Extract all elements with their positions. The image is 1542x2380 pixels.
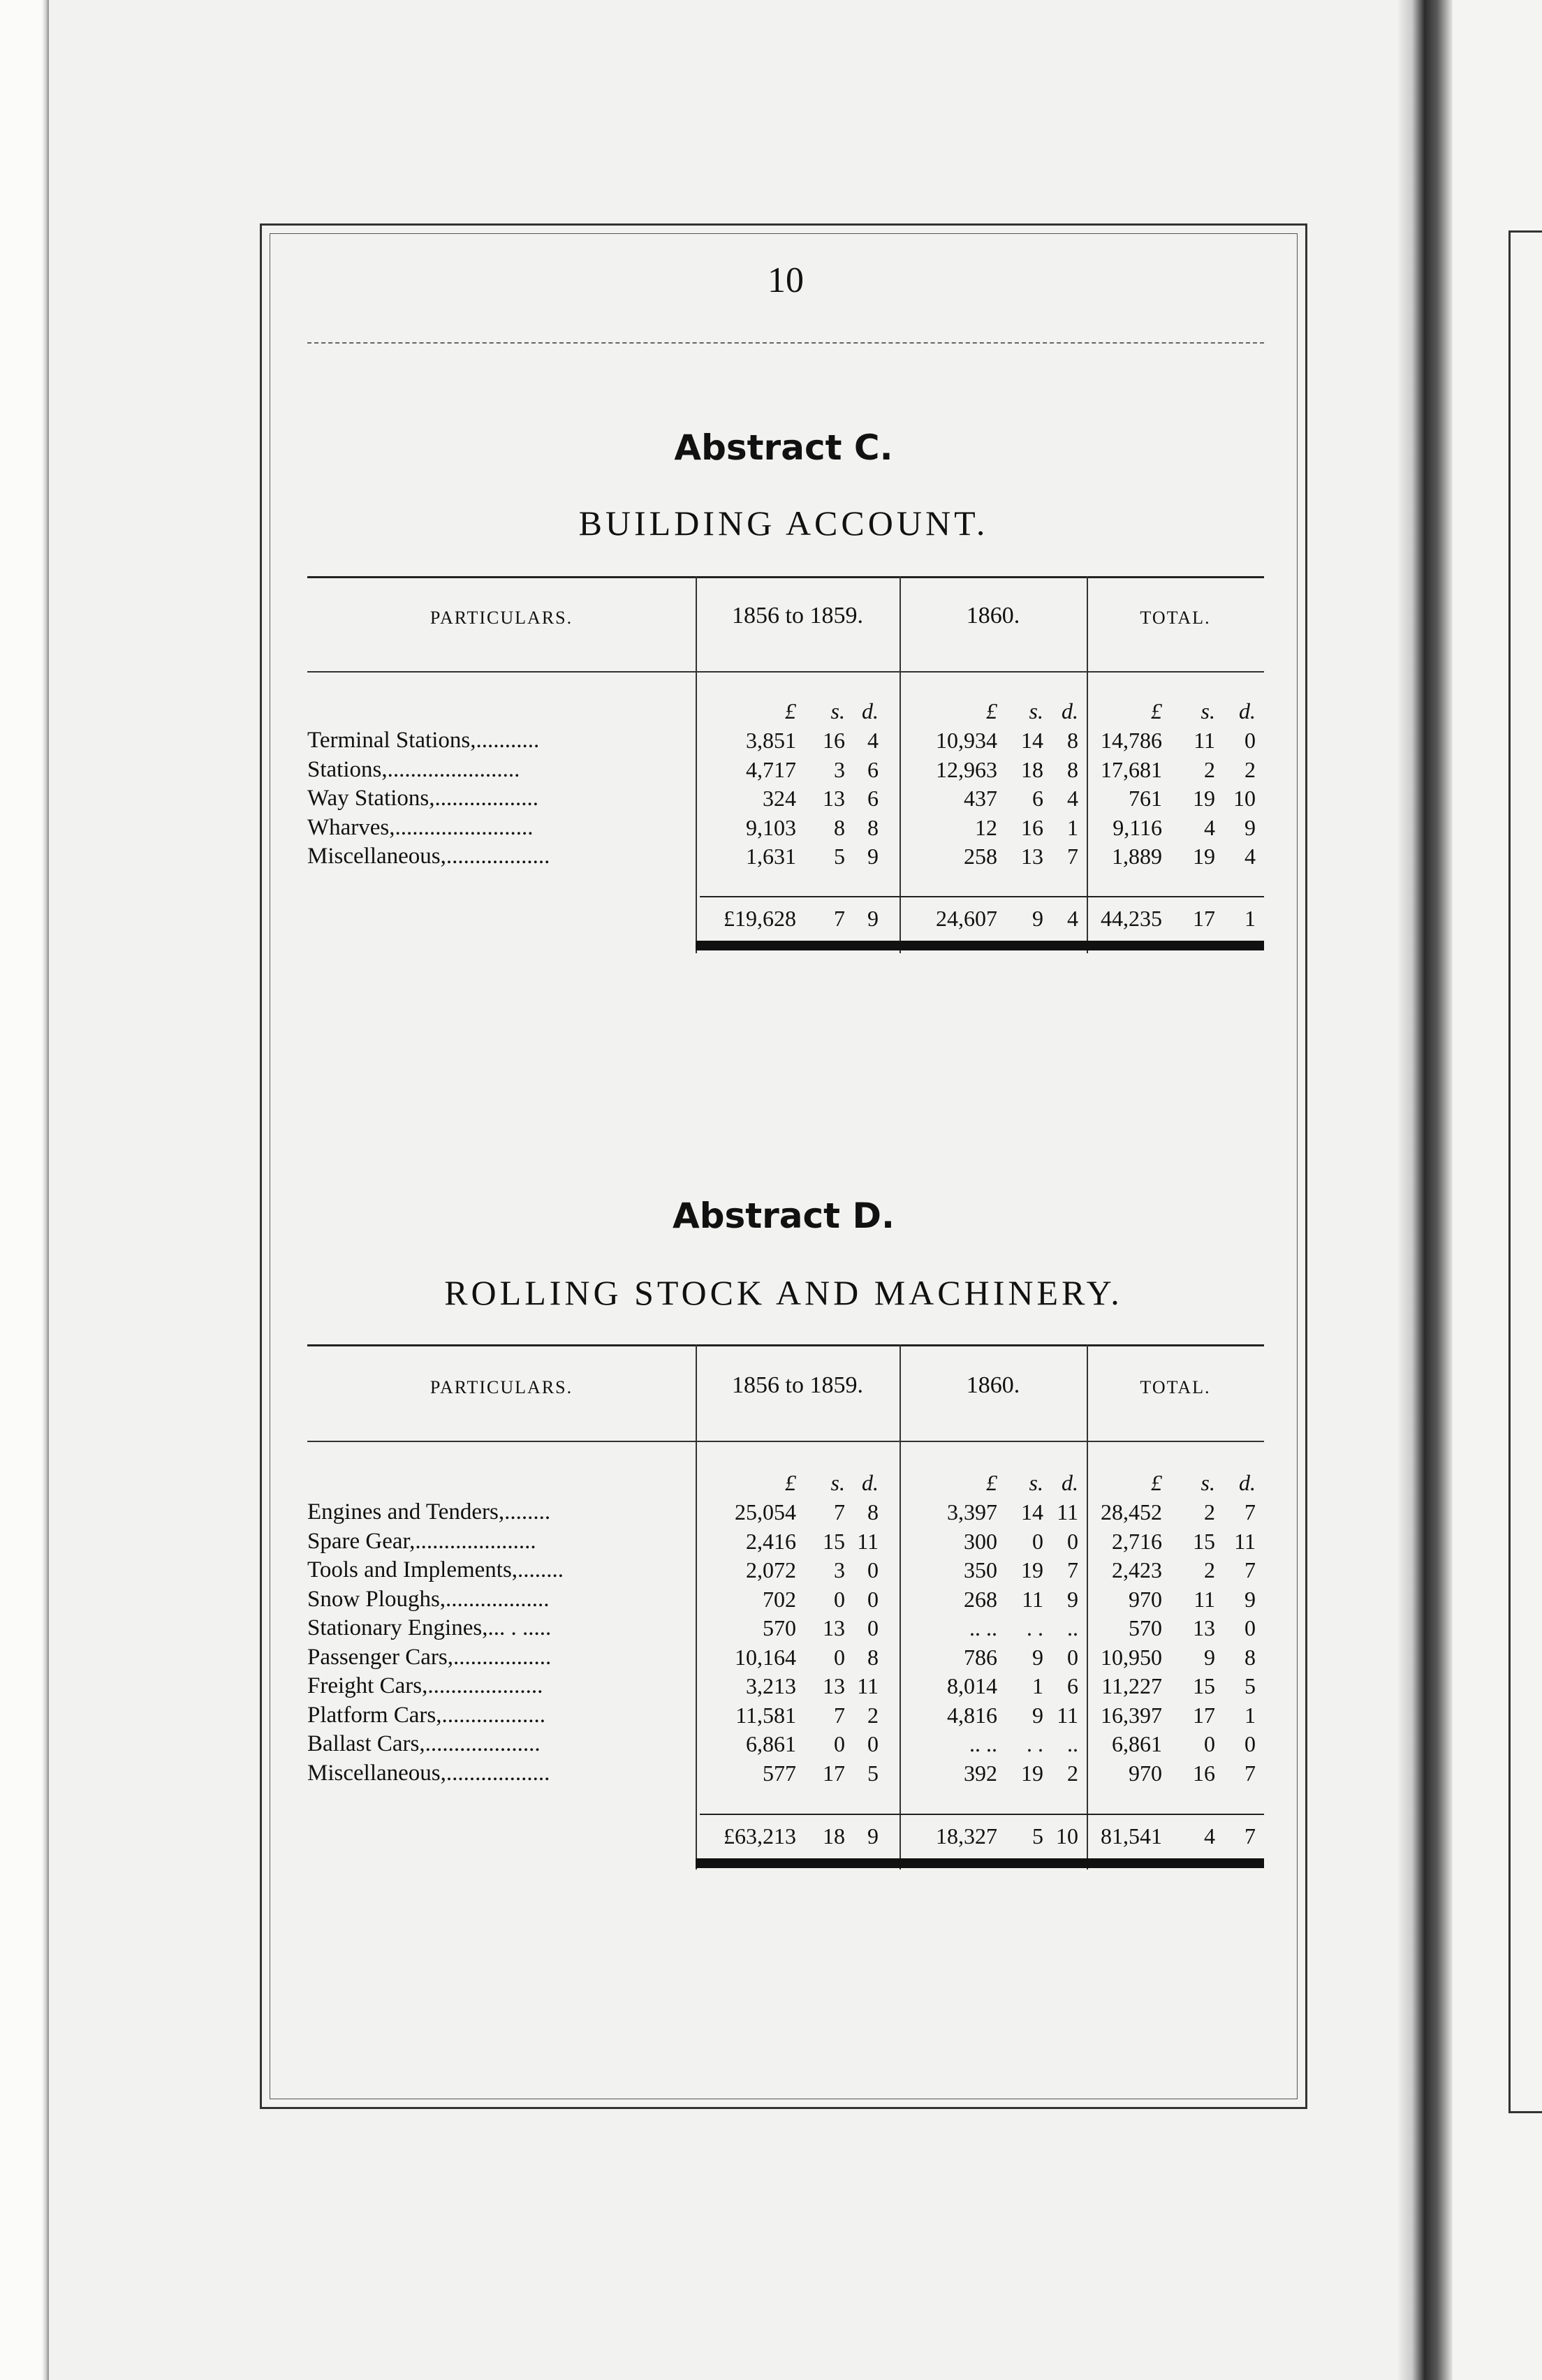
amount-pounds: 10,950 xyxy=(1101,1644,1162,1670)
row-label: Miscellaneous,.................. xyxy=(307,1760,550,1786)
amount-pounds: .. .. xyxy=(969,1731,997,1756)
amount-pence: 6 xyxy=(867,786,879,811)
amount-pounds: 437 xyxy=(964,786,997,811)
amount-pounds: 570 xyxy=(763,1615,796,1640)
amount-pounds: 9,103 xyxy=(746,814,796,840)
amount-pounds: 17,681 xyxy=(1101,756,1162,782)
amount-pence: 4 xyxy=(1244,844,1256,869)
row-label: Tools and Implements,........ xyxy=(307,1557,564,1582)
amount-shillings: . . xyxy=(1027,1615,1043,1640)
row-label: Stationary Engines,... . ..... xyxy=(307,1615,552,1640)
table-top-rule xyxy=(307,1344,1264,1346)
unit-shillings: s. xyxy=(1200,1470,1215,1495)
header-1860: 1860. xyxy=(966,1372,1020,1398)
row-label: Snow Ploughs,.................. xyxy=(307,1586,550,1612)
amount-shillings: 17 xyxy=(1193,1702,1215,1728)
amount-pounds: 8,014 xyxy=(947,1673,997,1698)
amount-shillings: 14 xyxy=(1021,1499,1043,1525)
row-label: Engines and Tenders,........ xyxy=(307,1499,551,1525)
amount-pence: 9 xyxy=(867,844,879,869)
amount-shillings: 2 xyxy=(1204,756,1215,782)
abstract-d-title: Abstract D. xyxy=(673,1196,895,1236)
amount-shillings: 19 xyxy=(1193,844,1215,869)
total-shillings: 4 xyxy=(1204,1823,1215,1849)
amount-shillings: 19 xyxy=(1193,786,1215,811)
row-label: Platform Cars,.................. xyxy=(307,1702,545,1728)
unit-shillings: s. xyxy=(1029,698,1043,723)
amount-pence: 5 xyxy=(867,1760,879,1786)
total-shillings: 7 xyxy=(834,906,845,931)
row-label: Wharves,........................ xyxy=(307,814,534,840)
amount-pence: 8 xyxy=(867,814,879,840)
amount-shillings: 15 xyxy=(1193,1528,1215,1554)
header-1856-1859: 1856 to 1859. xyxy=(732,603,863,629)
row-label: Terminal Stations,........... xyxy=(307,728,540,753)
amount-pence: 0 xyxy=(1067,1528,1078,1554)
amount-pence: 11 xyxy=(857,1673,879,1698)
amount-shillings: 9 xyxy=(1032,1702,1043,1728)
amount-pounds: 1,889 xyxy=(1112,844,1162,869)
amount-shillings: 15 xyxy=(1193,1673,1215,1698)
book-gutter-shadow xyxy=(1397,0,1453,2380)
amount-shillings: 11 xyxy=(1022,1586,1043,1612)
amount-pounds: 3,213 xyxy=(746,1673,796,1698)
amount-pence: 10 xyxy=(1233,786,1256,811)
unit-shillings: s. xyxy=(1200,698,1215,723)
amount-shillings: 0 xyxy=(834,1731,845,1756)
amount-pounds: 300 xyxy=(964,1528,997,1554)
unit-pence: d. xyxy=(862,1470,879,1495)
total-pence: 10 xyxy=(1056,1823,1078,1849)
amount-pounds: 350 xyxy=(964,1557,997,1582)
amount-pounds: 570 xyxy=(1129,1615,1162,1640)
amount-shillings: 1 xyxy=(1032,1673,1043,1698)
total-pounds: 44,235 xyxy=(1101,906,1162,931)
row-label: Passenger Cars,................. xyxy=(307,1644,552,1670)
header-bottom-rule xyxy=(307,1441,1264,1442)
amount-pounds: 6,861 xyxy=(746,1731,796,1756)
amount-pence: 11 xyxy=(1057,1702,1078,1728)
amount-pence: 9 xyxy=(1244,1586,1256,1612)
amount-shillings: 0 xyxy=(1204,1731,1215,1756)
amount-shillings: 15 xyxy=(823,1528,845,1554)
total-pounds: £63,213 xyxy=(724,1823,796,1849)
amount-pounds: 577 xyxy=(763,1760,796,1786)
total-shillings: 17 xyxy=(1193,906,1215,931)
amount-pence: 9 xyxy=(1067,1586,1078,1612)
amount-pence: 8 xyxy=(1067,756,1078,782)
amount-shillings: 9 xyxy=(1204,1644,1215,1670)
amount-shillings: 4 xyxy=(1204,814,1215,840)
amount-pence: 11 xyxy=(1234,1528,1256,1554)
total-shillings: 18 xyxy=(823,1823,845,1849)
amount-pounds: 16,397 xyxy=(1101,1702,1162,1728)
amount-shillings: 7 xyxy=(834,1702,845,1728)
amount-pence: 0 xyxy=(1244,1731,1256,1756)
amount-shillings: 14 xyxy=(1021,728,1043,753)
total-pounds: 81,541 xyxy=(1101,1823,1162,1849)
amount-pounds: 9,116 xyxy=(1113,814,1162,840)
amount-pounds: 1,631 xyxy=(746,844,796,869)
amount-shillings: 13 xyxy=(823,1615,845,1640)
amount-shillings: 0 xyxy=(834,1644,845,1670)
amount-shillings: 3 xyxy=(834,1557,845,1582)
amount-pence: 2 xyxy=(867,1702,879,1728)
amount-pence: 8 xyxy=(867,1499,879,1525)
amount-pounds: 10,934 xyxy=(936,728,997,753)
unit-pounds: £ xyxy=(785,1470,796,1495)
amount-pence: .. xyxy=(1067,1615,1078,1640)
amount-pence: 6 xyxy=(867,756,879,782)
total-pence: 1 xyxy=(1244,906,1256,931)
amount-pence: 0 xyxy=(867,1731,879,1756)
amount-pence: 0 xyxy=(1067,1644,1078,1670)
amount-pence: 2 xyxy=(1244,756,1256,782)
amount-pence: .. xyxy=(1067,1731,1078,1756)
total-pence: 9 xyxy=(867,906,879,931)
amount-shillings: 0 xyxy=(1032,1528,1043,1554)
unit-shillings: s. xyxy=(830,1470,845,1495)
total-pence: 4 xyxy=(1067,906,1078,931)
amount-shillings: 8 xyxy=(834,814,845,840)
unit-pence: d. xyxy=(1062,698,1078,723)
unit-pence: d. xyxy=(1239,698,1256,723)
amount-pence: 11 xyxy=(857,1528,879,1554)
amount-shillings: 16 xyxy=(1193,1760,1215,1786)
amount-shillings: 11 xyxy=(1194,1586,1215,1612)
row-label: Ballast Cars,.................... xyxy=(307,1731,541,1756)
amount-pounds: 11,227 xyxy=(1101,1673,1162,1698)
unit-shillings: s. xyxy=(830,698,845,723)
row-label: Miscellaneous,.................. xyxy=(307,844,550,869)
amount-pence: 11 xyxy=(1057,1499,1078,1525)
amount-shillings: 2 xyxy=(1204,1499,1215,1525)
header-1856-1859: 1856 to 1859. xyxy=(732,1372,863,1398)
abstract-c-table xyxy=(307,576,1264,967)
page-number: 10 xyxy=(768,260,804,300)
amount-pounds: 2,423 xyxy=(1112,1557,1162,1582)
unit-pence: d. xyxy=(1239,1470,1256,1495)
amount-pence: 7 xyxy=(1244,1499,1256,1525)
header-total: TOTAL. xyxy=(1140,608,1211,628)
total-double-rule xyxy=(696,1858,1264,1868)
amount-shillings: . . xyxy=(1027,1731,1043,1756)
amount-pence: 8 xyxy=(1244,1644,1256,1670)
amount-shillings: 0 xyxy=(834,1586,845,1612)
amount-shillings: 13 xyxy=(823,1673,845,1698)
header-particulars: PARTICULARS. xyxy=(429,608,573,628)
amount-pounds: 702 xyxy=(763,1586,796,1612)
row-label: Way Stations,.................. xyxy=(307,786,538,811)
total-pence: 9 xyxy=(867,1823,879,1849)
amount-shillings: 17 xyxy=(823,1760,845,1786)
amount-pounds: 12,963 xyxy=(936,756,997,782)
amount-pence: 0 xyxy=(1244,728,1256,753)
amount-shillings: 7 xyxy=(834,1499,845,1525)
amount-pounds: 28,452 xyxy=(1101,1499,1162,1525)
total-double-rule xyxy=(696,941,1264,950)
unit-pounds: £ xyxy=(785,698,796,723)
abstract-d-table xyxy=(307,1344,1264,1889)
unit-pence: d. xyxy=(1062,1470,1078,1495)
amount-pence: 8 xyxy=(867,1644,879,1670)
header-1860: 1860. xyxy=(966,603,1020,629)
row-label: Spare Gear,..................... xyxy=(307,1528,536,1554)
row-label: Stations,....................... xyxy=(307,756,520,782)
amount-shillings: 13 xyxy=(1021,844,1043,869)
amount-pence: 6 xyxy=(1067,1673,1078,1698)
amount-pence: 9 xyxy=(1244,814,1256,840)
amount-pounds: 2,716 xyxy=(1112,1528,1162,1554)
total-pounds: 24,607 xyxy=(936,906,997,931)
amount-pounds: 3,851 xyxy=(746,728,796,753)
amount-shillings: 18 xyxy=(1021,756,1043,782)
table-top-rule xyxy=(307,576,1264,578)
amount-pounds: 786 xyxy=(964,1644,997,1670)
unit-pounds: £ xyxy=(1151,1470,1162,1495)
amount-shillings: 16 xyxy=(1021,814,1043,840)
header-rule xyxy=(307,342,1264,344)
total-shillings: 9 xyxy=(1032,906,1043,931)
amount-pounds: 10,164 xyxy=(735,1644,796,1670)
unit-pounds: £ xyxy=(986,698,997,723)
amount-pounds: 11,581 xyxy=(735,1702,796,1728)
amount-pounds: 4,717 xyxy=(746,756,796,782)
amount-pounds: .. .. xyxy=(969,1615,997,1640)
amount-pounds: 324 xyxy=(763,786,796,811)
facing-page-frame xyxy=(1508,230,1542,2113)
amount-shillings: 2 xyxy=(1204,1557,1215,1582)
amount-pence: 8 xyxy=(1067,728,1078,753)
amount-pence: 4 xyxy=(1067,786,1078,811)
total-rule xyxy=(700,1814,1264,1815)
amount-pounds: 2,416 xyxy=(746,1528,796,1554)
amount-shillings: 6 xyxy=(1032,786,1043,811)
unit-pence: d. xyxy=(862,698,879,723)
unit-pounds: £ xyxy=(986,1470,997,1495)
amount-pounds: 761 xyxy=(1129,786,1162,811)
amount-pounds: 12 xyxy=(975,814,997,840)
amount-pence: 1 xyxy=(1244,1702,1256,1728)
abstract-c-subtitle: BUILDING ACCOUNT. xyxy=(578,504,989,543)
total-shillings: 5 xyxy=(1032,1823,1043,1849)
amount-pounds: 970 xyxy=(1129,1586,1162,1612)
amount-pounds: 268 xyxy=(964,1586,997,1612)
amount-shillings: 5 xyxy=(834,844,845,869)
amount-pence: 7 xyxy=(1244,1557,1256,1582)
amount-pence: 5 xyxy=(1244,1673,1256,1698)
amount-pence: 4 xyxy=(867,728,879,753)
amount-shillings: 11 xyxy=(1194,728,1215,753)
amount-pence: 1 xyxy=(1067,814,1078,840)
amount-shillings: 13 xyxy=(823,786,845,811)
total-pounds: £19,628 xyxy=(724,906,796,931)
amount-pence: 0 xyxy=(867,1586,879,1612)
total-pence: 7 xyxy=(1244,1823,1256,1849)
amount-pounds: 6,861 xyxy=(1112,1731,1162,1756)
amount-pence: 0 xyxy=(867,1557,879,1582)
abstract-c-title: Abstract C. xyxy=(674,427,893,468)
amount-shillings: 3 xyxy=(834,756,845,782)
header-bottom-rule xyxy=(307,671,1264,673)
amount-pounds: 4,816 xyxy=(947,1702,997,1728)
total-pounds: 18,327 xyxy=(936,1823,997,1849)
amount-shillings: 19 xyxy=(1021,1760,1043,1786)
amount-pounds: 392 xyxy=(964,1760,997,1786)
amount-shillings: 13 xyxy=(1193,1615,1215,1640)
amount-pence: 7 xyxy=(1067,1557,1078,1582)
amount-pence: 7 xyxy=(1067,844,1078,869)
scan-left-margin xyxy=(0,0,49,2380)
header-particulars: PARTICULARS. xyxy=(429,1377,573,1397)
amount-pounds: 25,054 xyxy=(735,1499,796,1525)
unit-pounds: £ xyxy=(1151,698,1162,723)
amount-shillings: 9 xyxy=(1032,1644,1043,1670)
amount-shillings: 19 xyxy=(1021,1557,1043,1582)
amount-pence: 7 xyxy=(1244,1760,1256,1786)
total-rule xyxy=(700,896,1264,897)
abstract-d-subtitle: ROLLING STOCK AND MACHINERY. xyxy=(444,1273,1123,1312)
amount-shillings: 16 xyxy=(823,728,845,753)
amount-pounds: 970 xyxy=(1129,1760,1162,1786)
amount-pence: 2 xyxy=(1067,1760,1078,1786)
amount-pounds: 14,786 xyxy=(1101,728,1162,753)
row-label: Freight Cars,.................... xyxy=(307,1673,543,1698)
amount-pence: 0 xyxy=(867,1615,879,1640)
amount-pounds: 3,397 xyxy=(947,1499,997,1525)
unit-shillings: s. xyxy=(1029,1470,1043,1495)
header-total: TOTAL. xyxy=(1140,1377,1211,1397)
amount-pounds: 258 xyxy=(964,844,997,869)
amount-pounds: 2,072 xyxy=(746,1557,796,1582)
amount-pence: 0 xyxy=(1244,1615,1256,1640)
